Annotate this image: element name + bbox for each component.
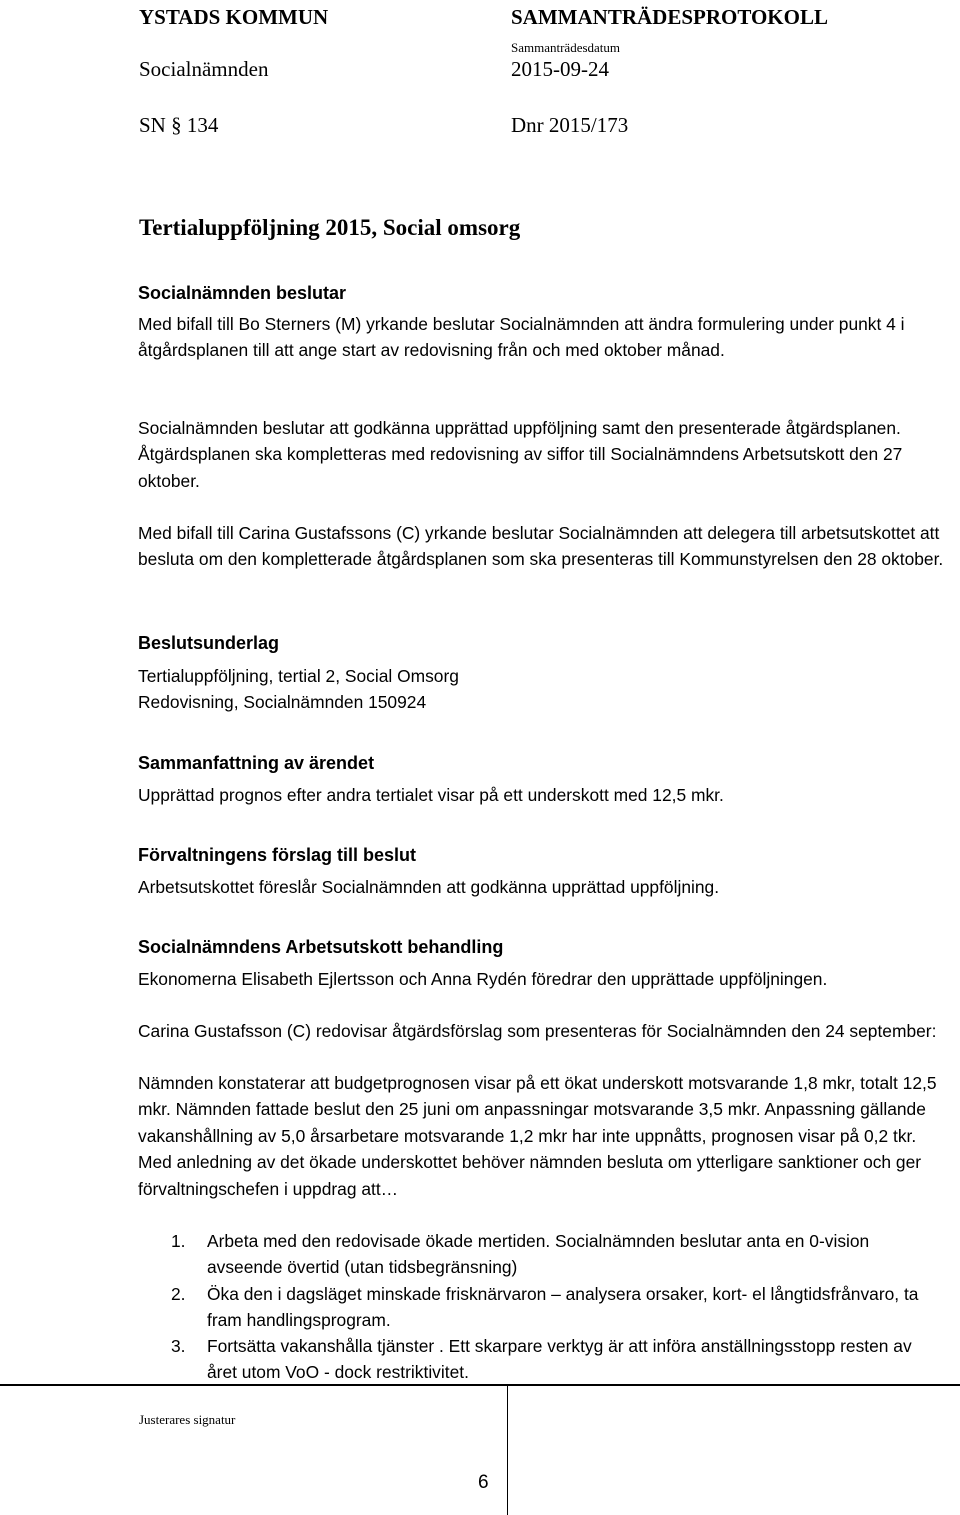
basis-line-1: Tertialuppföljning, tertial 2, Social Omsorg xyxy=(138,666,459,686)
list-item-text: Öka den i dagsläget minskade frisknärvaron – analysera orsaker, kort- el långtidsfrånvaro, ta fram handlingsprogram. xyxy=(207,1284,919,1331)
signature-label: Justerares signatur xyxy=(139,1412,236,1427)
decision-paragraph-1: Med bifall till Bo Sterners (M) yrkande beslutar Socialnämnden att ändra formulering under punkt 4 i åtgårdsplanen till att ange start av redovisning från och med oktober månad. xyxy=(138,314,905,361)
decision-heading: Socialnämnden beslutar xyxy=(138,283,347,303)
summary-text: Upprättad prognos efter andra tertialet visar på ett underskott med 12,5 mkr. xyxy=(138,785,724,805)
document-type: SAMMANTRÄDESPROTOKOLL xyxy=(511,5,828,29)
treatment-paragraph-3: Nämnden konstaterar att budgetprognosen visar på ett ökat underskott motsvarande 1,8 mkr, totalt 12,5 mkr. Nämnden fattade beslut den 25 juni om anpassningar motsvarande 3,5 mkr. Anpassning gällande vakanshållning av 5,0 årsarbetare motsvarande 1,2 mkr har inte uppnåtts, prognosen visar på 0,2 tkr. Med anledning av det ökade underskottet behöver nämnden besluta om ytterligare sanktioner och ger förvaltningschefen i uppdrag att… xyxy=(138,1073,937,1199)
list-item-number: 2. xyxy=(171,1284,186,1304)
meeting-date: 2015-09-24 xyxy=(511,57,609,81)
proposal-heading: Förvaltningens förslag till beslut xyxy=(138,845,417,865)
org-name: YSTADS KOMMUN xyxy=(139,5,329,29)
list-item-text: Fortsätta vakanshålla tjänster . Ett skarpare verktyg är att införa anställningsstopp resten av året utom VoO - dock restriktivitet. xyxy=(207,1336,912,1383)
treatment-paragraph-2: Carina Gustafsson (C) redovisar åtgärdsförslag som presenteras för Socialnämnden den 24 september: xyxy=(138,1021,937,1041)
page-number: 6 xyxy=(478,1472,489,1493)
treatment-heading: Socialnämndens Arbetsutskott behandling xyxy=(138,937,504,957)
list-item-number: 1. xyxy=(171,1231,186,1251)
date-label: Sammanträdesdatum xyxy=(511,40,621,55)
footer-rule xyxy=(0,1384,960,1386)
decision-paragraph-2: Socialnämnden beslutar att godkänna upprättad uppföljning samt den presenterade åtgärdsplanen. Åtgärdsplanen ska kompletteras med redovisning av siffor till Socialnämndens Arbetsutskott den 27 oktober. xyxy=(138,418,903,491)
basis-heading: Beslutsunderlag xyxy=(138,633,280,653)
list-item-number: 3. xyxy=(171,1336,186,1356)
summary-heading: Sammanfattning av ärendet xyxy=(138,753,375,773)
page-title: Tertialuppföljning 2015, Social omsorg xyxy=(139,215,521,240)
body-name: Socialnämnden xyxy=(139,57,269,81)
footer-divider xyxy=(507,1386,508,1515)
basis-line-2: Redovisning, Socialnämnden 150924 xyxy=(138,692,427,712)
decision-paragraph-3: Med bifall till Carina Gustafssons (C) yrkande beslutar Socialnämnden att delegera till arbetsutskottet att besluta om den kompletterade åtgårdsplanen som ska presenteras till Kommunstyrelsen den 28 oktober. xyxy=(138,523,944,570)
proposal-text: Arbetsutskottet föreslår Socialnämnden att godkänna upprättad uppföljning. xyxy=(138,877,720,897)
list-item-text: Arbeta med den redovisade ökade mertiden. Socialnämnden beslutar anta en 0-vision avseende övertid (utan tidsbegränsning) xyxy=(207,1231,870,1278)
treatment-paragraph-1: Ekonomerna Elisabeth Ejlertsson och Anna Rydén föredrar den upprättade uppföljningen. xyxy=(138,969,828,989)
dnr: Dnr 2015/173 xyxy=(511,113,629,137)
case-number: SN § 134 xyxy=(139,113,219,137)
